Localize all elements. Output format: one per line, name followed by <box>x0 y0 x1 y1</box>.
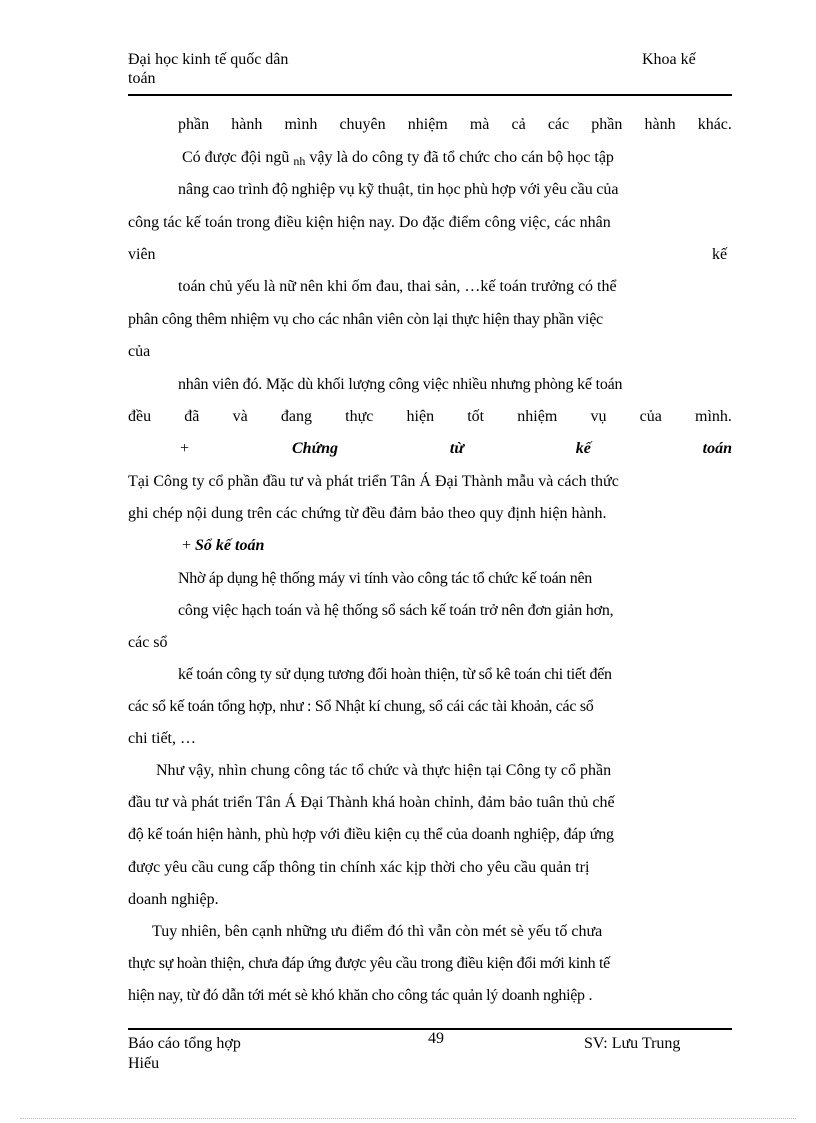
heading-so-ke-toan-text: Sổ kế toán <box>195 537 265 554</box>
heading-word: Chứng <box>292 440 339 457</box>
body-line-8: của <box>128 343 151 360</box>
line-10-word: đã <box>184 408 200 425</box>
header-faculty: Khoa kế <box>642 51 696 68</box>
body-line-10 <box>128 405 732 429</box>
header-continuation: toán <box>128 70 156 87</box>
line-2-fragment: nh <box>293 154 306 168</box>
header-left <box>128 50 358 88</box>
body-line-19: các sổ kế toán tổng hợp, như : Sổ Nhật kí chung, sổ cái các tài khoản, các sổ <box>128 698 594 715</box>
footer-name-continuation: Hiếu <box>128 1055 160 1072</box>
body-line-20: chi tiết, … <box>128 730 196 747</box>
plus-marker-2: + <box>182 537 192 554</box>
line-10-word: mình. <box>695 408 732 425</box>
line-10-word: đều <box>128 408 152 425</box>
body-line-27: thực sự hoàn thiện, chưa đáp ứng được yêu cầu trong điều kiện đổi mới kinh tế <box>128 955 610 972</box>
footer-student: SV: Lưu Trung <box>584 1035 681 1052</box>
word: hành <box>644 116 676 133</box>
heading-so-ke-toan <box>182 534 264 558</box>
body-line-18: kế toán công ty sử dụng tương đối hoàn thiện, từ sổ kê toán chi tiết đến <box>178 666 612 683</box>
heading-word: từ <box>449 440 464 457</box>
body-line-17: các sổ <box>128 634 168 651</box>
line-10-word: đang <box>280 408 312 425</box>
body-line-4: công tác kế toán trong điều kiện hiện nay. Do đặc điểm công việc, các nhân <box>128 214 611 231</box>
body-line-24: được yêu cầu cung cấp thông tin chính xác kịp thời cho yêu cầu quản trị <box>128 859 590 876</box>
word: khác. <box>697 116 732 133</box>
line-10-word: nhiệm <box>517 408 558 425</box>
heading-word: kế <box>575 440 591 457</box>
body-line-2 <box>182 146 614 170</box>
body-line-1 <box>178 113 732 137</box>
heading-word: toán <box>702 440 732 457</box>
header-rule <box>128 94 732 96</box>
header-university: Đại học kinh tế quốc dân <box>128 51 289 68</box>
body-line-7: phân công thêm nhiệm vụ cho các nhân viên còn lại thực hiện thay phần việc <box>128 311 603 328</box>
word: mà <box>469 116 490 133</box>
body-line-6: toán chủ yếu là nữ nên khi ốm đau, thai sản, …kế toán trưởng có thể <box>178 278 617 295</box>
body-line-22: đầu tư và phát triển Tân Á Đại Thành khá hoàn chỉnh, đảm bảo tuân thủ chế <box>128 794 615 811</box>
body-line-12: Tại Công ty cổ phần đầu tư và phát triển Tân Á Đại Thành mẫu và cách thức <box>128 473 619 490</box>
heading-chung-tu <box>292 437 732 461</box>
body-line-3: nâng cao trình độ nghiệp vụ kỹ thuật, tin học phù hợp với yêu cầu của <box>178 181 619 198</box>
page-bottom-divider <box>20 1118 796 1119</box>
body-line-16: công việc hạch toán và hệ thống sổ sách kế toán trở nên đơn giản hơn, <box>178 602 614 619</box>
word: mình <box>284 116 318 133</box>
word: chuyên <box>339 116 386 133</box>
body-line-28: hiện nay, từ đó dẫn tới mét sè khó khăn cho công tác quản lý doanh nghiệp . <box>128 987 593 1004</box>
line-2-start: Có được đội ngũ <box>182 149 290 166</box>
body-line-5a: viên <box>128 246 156 263</box>
line-10-word: tốt <box>467 408 485 425</box>
word: cả <box>511 116 526 133</box>
line-10-word: của <box>639 408 662 425</box>
body-line-23: độ kế toán hiện hành, phù hợp với điều kiện cụ thể của doanh nghiệp, đáp ứng <box>128 826 614 843</box>
body-line-9: nhân viên đó. Mặc dù khối lượng công việc nhiều nhưng phòng kế toán <box>178 376 623 393</box>
line-10-word: thực <box>345 408 374 425</box>
body-line-5b: kế <box>712 246 728 263</box>
word: hành <box>231 116 263 133</box>
page-number: 49 <box>428 1030 444 1047</box>
footer-left <box>128 1034 328 1074</box>
line-2-end: vậy là do công ty đã tổ chức cho cán bộ học tập <box>309 149 614 166</box>
word: các <box>547 116 570 133</box>
plus-marker-1: + <box>180 440 190 457</box>
word: phần <box>178 116 210 133</box>
body-line-26: Tuy nhiên, bên cạnh những ưu điểm đó thì vẫn còn mét sè yếu tố chưa <box>152 923 603 940</box>
line-10-word: hiện <box>406 408 435 425</box>
word: nhiệm <box>407 116 448 133</box>
word: phần <box>591 116 623 133</box>
body-line-15: Nhờ áp dụng hệ thống máy vi tính vào công tác tổ chức kế toán nên <box>178 570 592 587</box>
body-line-13: ghi chép nội dung trên các chứng từ đều đảm bảo theo quy định hiện hành. <box>128 505 607 522</box>
footer-report-title: Báo cáo tổng hợp <box>128 1035 241 1052</box>
line-10-word: và <box>232 408 248 425</box>
line-10-word: vụ <box>590 408 607 425</box>
body-line-21: Như vậy, nhìn chung công tác tổ chức và thực hiện tại Công ty cổ phần <box>156 762 612 779</box>
body-line-25: doanh nghiệp. <box>128 891 219 908</box>
